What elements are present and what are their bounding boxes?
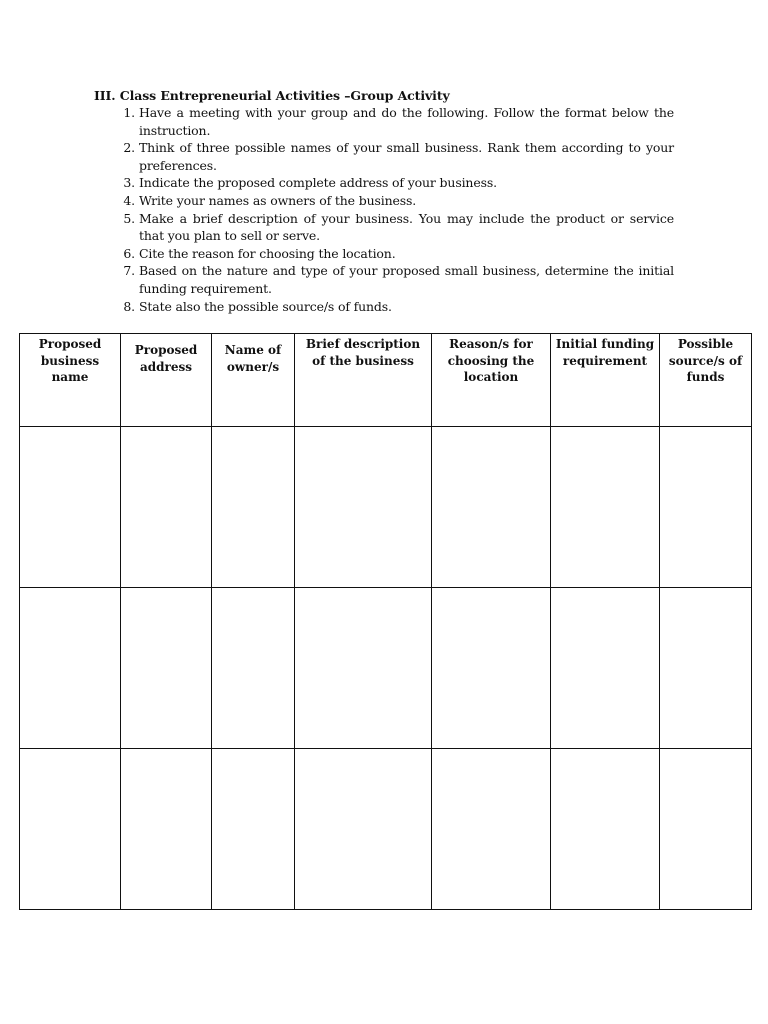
instruction-item xyxy=(123,298,674,316)
header-address: Proposed address xyxy=(121,334,212,427)
table-cell[interactable] xyxy=(551,427,660,588)
table-cell[interactable] xyxy=(295,427,432,588)
table-cell[interactable] xyxy=(20,427,121,588)
header-description: Brief description of the business xyxy=(295,334,432,427)
instruction-text: Think of three possible names of your small business. Rank them according to your preferences. xyxy=(139,140,674,173)
table-cell[interactable] xyxy=(432,588,551,749)
table-cell[interactable] xyxy=(660,588,752,749)
table-row xyxy=(20,427,752,588)
table-cell[interactable] xyxy=(660,749,752,910)
instruction-item xyxy=(123,192,674,210)
instruction-text: Have a meeting with your group and do the following. Follow the format below the instruction. xyxy=(139,105,674,138)
instruction-number: 1. xyxy=(123,105,135,120)
instruction-text: State also the possible source/s of funds. xyxy=(139,298,392,314)
table-cell[interactable] xyxy=(121,749,212,910)
instruction-number: 4. xyxy=(123,192,135,208)
instruction-number: 7. xyxy=(123,263,135,279)
instruction-item xyxy=(123,210,674,245)
table-cell[interactable] xyxy=(432,427,551,588)
header-sources: Possible source/s of funds xyxy=(660,334,752,427)
instruction-item xyxy=(123,174,674,192)
header-business-name: Proposed business name xyxy=(20,334,121,427)
table-cell[interactable] xyxy=(295,588,432,749)
instruction-number: 8. xyxy=(123,298,135,314)
table-cell[interactable] xyxy=(432,749,551,910)
instruction-item xyxy=(123,262,674,297)
instruction-text: Indicate the proposed complete address of your business. xyxy=(139,175,497,191)
instruction-number: 2. xyxy=(123,140,135,156)
activity-title: III. Class Entrepreneurial Activities –Group Activity xyxy=(94,88,450,103)
instruction-text: Based on the nature and type of your proposed small business, determine the initial funding requirement. xyxy=(139,263,674,296)
table-cell[interactable] xyxy=(20,588,121,749)
table-row xyxy=(20,588,752,749)
instruction-text: Make a brief description of your business. You may include the product or service that you plan to sell or serve. xyxy=(139,210,674,244)
table-row xyxy=(20,749,752,910)
instruction-item xyxy=(123,104,674,139)
instruction-item xyxy=(123,245,674,263)
instruction-text: Cite the reason for choosing the location. xyxy=(139,245,396,261)
instruction-list xyxy=(123,104,674,315)
table-cell[interactable] xyxy=(121,588,212,749)
header-owners: Name of owner/s xyxy=(212,334,295,427)
instruction-number: 5. xyxy=(123,210,135,226)
instruction-text: Write your names as owners of the business. xyxy=(139,192,417,208)
table-cell[interactable] xyxy=(212,749,295,910)
table-header-row xyxy=(20,334,752,427)
table-cell[interactable] xyxy=(212,427,295,588)
instruction-number: 6. xyxy=(123,245,135,261)
table-cell[interactable] xyxy=(121,427,212,588)
header-reason: Reason/s for choosing the location xyxy=(432,334,551,427)
header-funding: Initial funding requirement xyxy=(551,334,660,427)
table-cell[interactable] xyxy=(551,749,660,910)
table-cell[interactable] xyxy=(20,749,121,910)
activity-table xyxy=(19,333,752,910)
table-cell[interactable] xyxy=(295,749,432,910)
table-cell[interactable] xyxy=(551,588,660,749)
instruction-number: 3. xyxy=(123,175,135,191)
table-cell[interactable] xyxy=(212,588,295,749)
instruction-item xyxy=(123,139,674,174)
table-cell[interactable] xyxy=(660,427,752,588)
